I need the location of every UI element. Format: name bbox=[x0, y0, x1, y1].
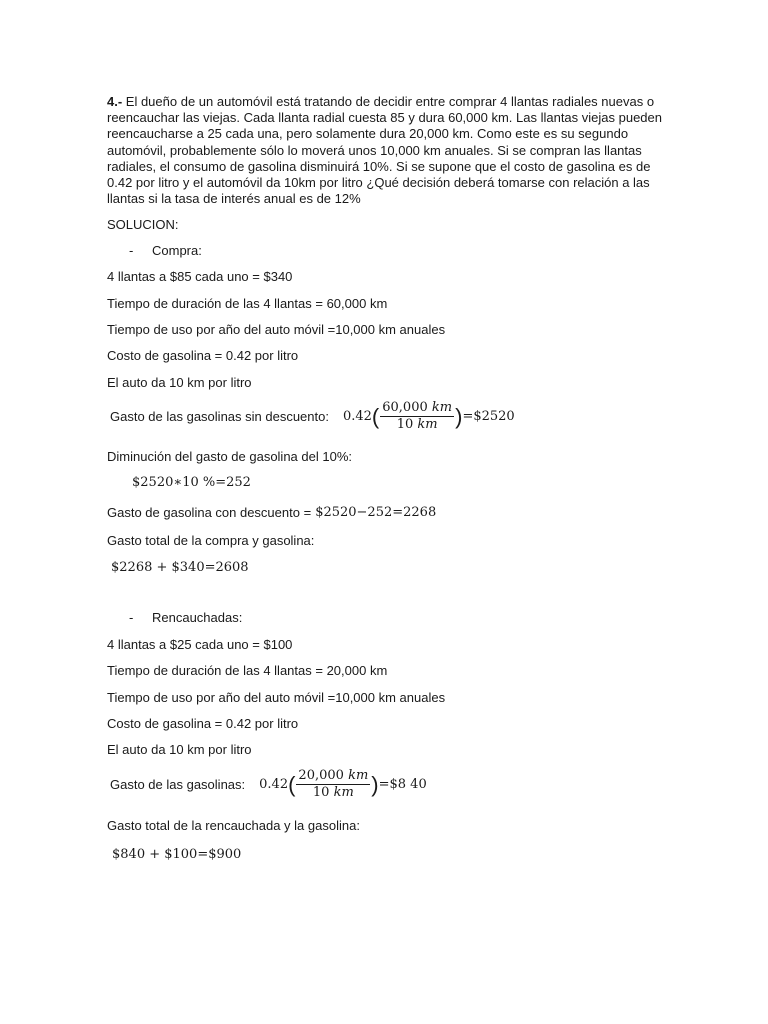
compra-total-eq: $2268 + $340=2608 bbox=[111, 560, 249, 575]
compra-descuento-label: Gasto de gasolina con descuento = bbox=[107, 505, 312, 520]
compra-gasto-denominator: 10 bbox=[396, 417, 414, 432]
problem-statement bbox=[107, 94, 667, 207]
rencauchadas-line-3: Tiempo de uso por año del auto móvil =10,000 km anuales bbox=[107, 690, 446, 705]
compra-gasto-numerator: 60,000 bbox=[382, 400, 428, 415]
rencauchadas-gasto-label: Gasto de las gasolinas: bbox=[110, 777, 246, 792]
left-paren: ( bbox=[288, 771, 296, 797]
rencauchadas-bullet: - bbox=[129, 610, 134, 625]
rencauchadas-line-5: El auto da 10 km por litro bbox=[107, 742, 252, 757]
compra-title: Compra: bbox=[152, 243, 202, 258]
right-paren: ) bbox=[371, 771, 379, 797]
problem-text: El dueño de un automóvil está tratando de decidir entre comprar 4 llantas radiales nuevas o reencauchar las viejas. Cada llanta radial cuesta 85 y dura 60,000 km. Las llantas viejas pueden reencaucharse a 25 cada una, pero solamente dura 20,000 km. Como este es su segundo automóvil, probablemente sólo lo moverá unos 10,000 km anuales. Si se compran las llantas radiales, el consumo de gasolina disminuirá 10%. Si se supone que el costo de gasolina es de 0.42 por litro y el automóvil da 10km por litro ¿Qué decisión deberá tomarse con relación a las llantas si la tasa de interés anual es de 12% bbox=[107, 94, 663, 207]
left-paren: ( bbox=[371, 403, 380, 429]
compra-descuento-row bbox=[107, 505, 436, 520]
rencauchadas-gasto-denominator: 10 bbox=[312, 785, 330, 800]
rencauchadas-title: Rencauchadas: bbox=[152, 610, 243, 625]
rencauchadas-line-4: Costo de gasolina = 0.42 por litro bbox=[107, 716, 299, 731]
compra-gasto-fraction bbox=[380, 401, 454, 432]
compra-gasto-coef: 0.42 bbox=[342, 409, 372, 424]
rencauchadas-gasto-result: =$8 40 bbox=[378, 777, 427, 792]
compra-line-2: Tiempo de duración de las 4 llantas = 60,000 km bbox=[107, 296, 388, 311]
rencauchadas-line-2: Tiempo de duración de las 4 llantas = 20,000 km bbox=[107, 663, 388, 678]
compra-line-4: Costo de gasolina = 0.42 por litro bbox=[107, 348, 299, 363]
unit-km: km bbox=[431, 400, 453, 415]
compra-descuento-eq: $2520−252=2268 bbox=[315, 505, 437, 520]
compra-gasto-equation bbox=[110, 401, 515, 432]
compra-disminucion-label: Diminución del gasto de gasolina del 10%: bbox=[107, 449, 352, 464]
compra-gasto-label: Gasto de las gasolinas sin descuento: bbox=[110, 409, 329, 424]
compra-line-3: Tiempo de uso por año del auto móvil =10,000 km anuales bbox=[107, 322, 446, 337]
compra-bullet: - bbox=[129, 243, 134, 258]
solution-heading: SOLUCION: bbox=[107, 217, 179, 232]
problem-number: 4.- bbox=[107, 94, 123, 109]
rencauchadas-total-eq: $840 + $100=$900 bbox=[112, 847, 242, 862]
rencauchadas-gasto-coef: 0.42 bbox=[259, 777, 289, 792]
unit-km: km bbox=[333, 785, 354, 800]
compra-line-1: 4 llantas a $85 cada uno = $340 bbox=[107, 269, 293, 284]
rencauchadas-line-1: 4 llantas a $25 cada uno = $100 bbox=[107, 637, 293, 652]
rencauchadas-total-label: Gasto total de la rencauchada y la gasolina: bbox=[107, 818, 360, 833]
rencauchadas-gasto-numerator: 20,000 bbox=[298, 768, 344, 783]
compra-disminucion-eq: $2520∗10 %=252 bbox=[132, 475, 251, 490]
compra-total-label: Gasto total de la compra y gasolina: bbox=[107, 533, 315, 548]
rencauchadas-gasto-fraction bbox=[296, 769, 370, 800]
unit-km: km bbox=[348, 768, 369, 783]
compra-line-5: El auto da 10 km por litro bbox=[107, 375, 252, 390]
compra-gasto-result: =$2520 bbox=[462, 409, 515, 424]
rencauchadas-gasto-equation bbox=[110, 769, 427, 800]
unit-km: km bbox=[417, 417, 438, 432]
right-paren: ) bbox=[455, 403, 463, 429]
